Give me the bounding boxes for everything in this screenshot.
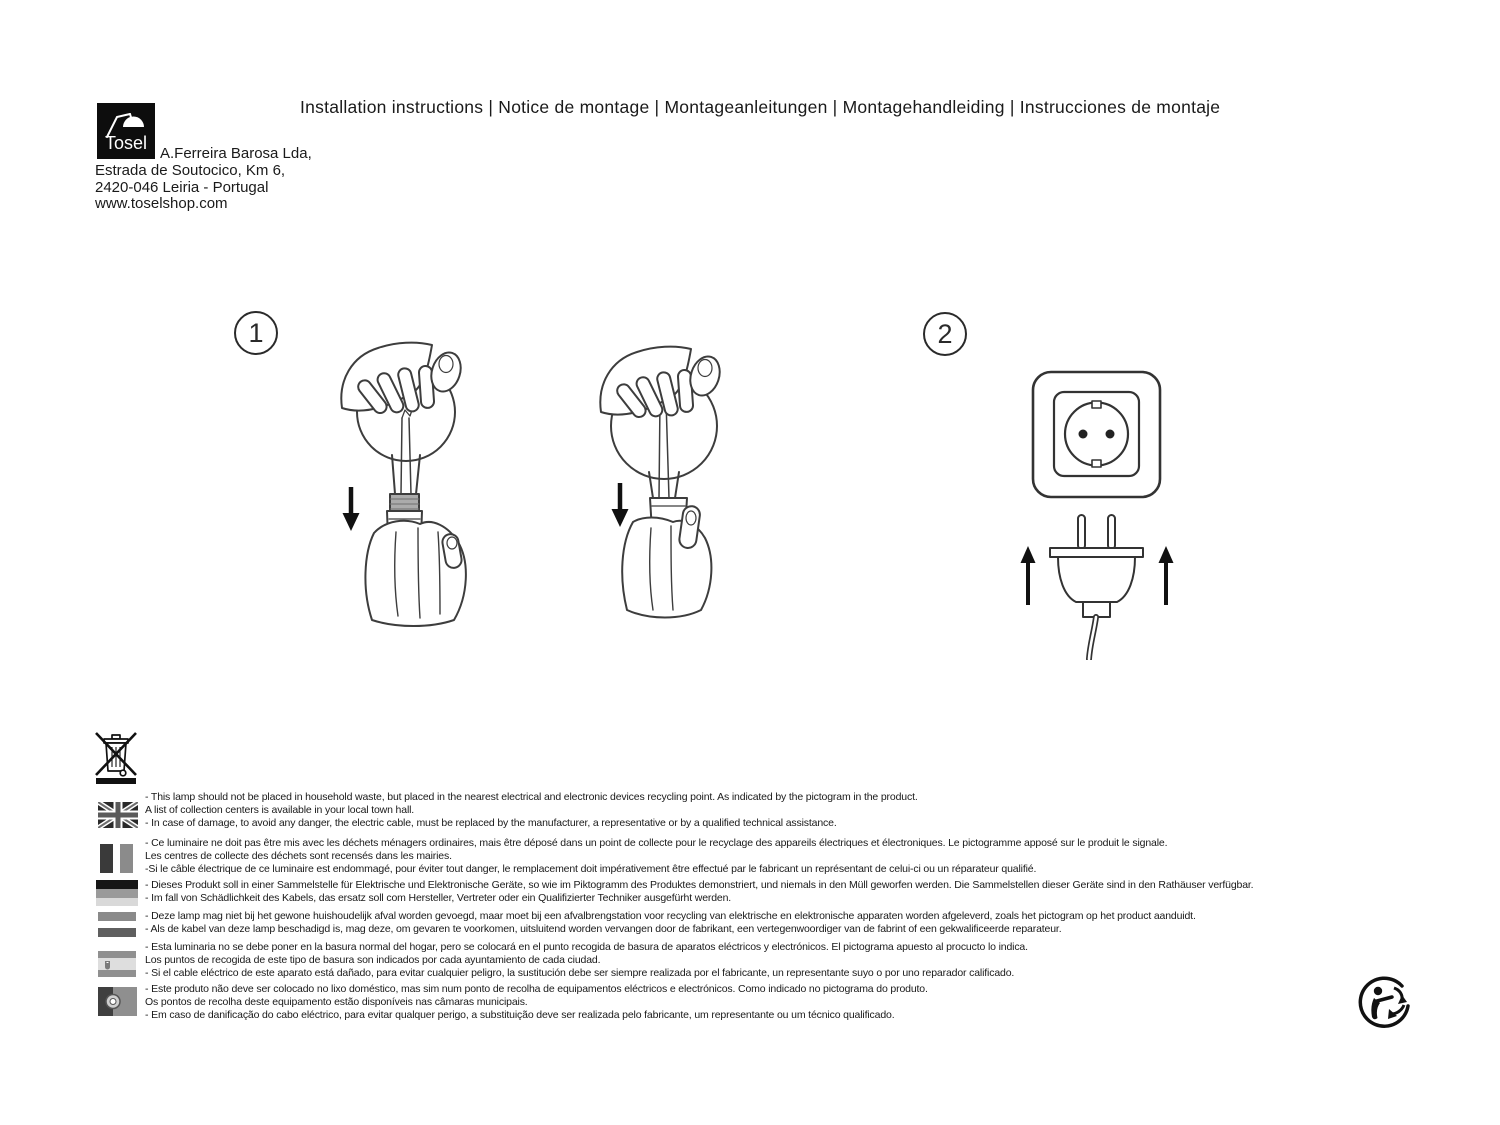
address-city: 2420-046 Leiria - Portugal (95, 179, 269, 196)
lamp-icon (97, 103, 155, 159)
notice-german (145, 879, 1253, 905)
notice-line: Os pontos de recolha deste equipamento estão disponíveis nas câmaras municipais. (145, 996, 528, 1008)
united-kingdom-flag-icon (98, 802, 138, 828)
notice-line: - Als de kabel van deze lamp beschadigd is, mag deze, om gevaren te voorkomen, uitsluitend worden vervangen door de fabrikant, een vertegenwoordiger van de fabrint of een gekwalificeerde reparateur. (145, 923, 1062, 935)
socket-outer-frame (1033, 372, 1160, 497)
netherlands-flag-icon (98, 912, 136, 937)
notice-spanish (145, 941, 1028, 980)
socket-hole-right (1106, 430, 1115, 439)
notice-french (145, 837, 1167, 876)
notice-line: - Deze lamp mag niet bij het gewone huishoudelijk afval worden gevoegd, maar moet bij een afvalbrengstation voor recycling van elektrische en elektronische apparaten worden afgeleverd, zoals het pictogram op het product aanduidt. (145, 910, 1196, 922)
step-2-number: 2 (923, 312, 967, 356)
france-flag-icon (100, 844, 133, 873)
tosel-logo (97, 103, 155, 159)
notice-line: - Dieses Produkt soll in einer Sammelstelle für Elektrische und Elektronische Geräte, so wie im Piktogramm des Produktes demonstriert, und niemals in den Müll geworfen werden. Die Sammelstellen dieser Geräte sind in den Rathäuser verfügbar. (145, 879, 1254, 891)
weee-crossed-bin-icon (95, 732, 137, 784)
plug-drawing (1050, 515, 1143, 659)
notice-line: - Em caso de danificação do cabo eléctrico, para evitar qualquer perigo, a substituição deve ser realizada pelo fabricante, um representante ou um técnico qualificado. (145, 1009, 895, 1021)
notice-line: A list of collection centers is available in your local town hall. (145, 804, 415, 816)
up-arrow-icon (1021, 546, 1036, 605)
notice-line: - Este produto não deve ser colocado no lixo doméstico, mas sim num ponto de recolha de equipamentos eléctricos e electrónicos. Como indicado no pictograma do produto. (145, 983, 928, 995)
notice-line: Los puntos de recogida de este tipo de basura son indicados por cada ayuntamiento de cada ciudad. (145, 954, 601, 966)
notice-line: - This lamp should not be placed in household waste, but placed in the nearest electrical and electronic devices recycling point. As indicated by the pictogram in the product. (145, 791, 918, 803)
bulb-insert-illustration-1 (336, 338, 506, 628)
up-arrow-icon (1159, 546, 1174, 605)
notice-dutch (145, 910, 1196, 936)
notice-line: Les centres de collecte des déchets sont recensés dans les mairies. (145, 850, 452, 862)
website-url: www.toselshop.com (95, 195, 228, 212)
germany-flag-icon (96, 880, 138, 906)
address-street: Estrada de Soutocico, Km 6, (95, 162, 286, 179)
down-arrow-icon (612, 483, 629, 527)
triman-recycling-icon (1358, 976, 1414, 1032)
lower-hand-drawing (622, 505, 711, 617)
bulb-insert-illustration-2 (581, 338, 751, 635)
notice-line: - Esta luminaria no se debe poner en la basura normal del hogar, pero se colocará en el punto recogida de basura de aparatos eléctricos y electrónicos. El pictograma apuesto al procucto lo indica. (145, 941, 1028, 953)
notice-line: - Si el cable eléctrico de este aparato está dañado, para evitar cualquier peligro, la sustitución debe ser siempre realizada por el fabricante, un representante suyo o por uno reparador calificado. (145, 967, 1015, 979)
down-arrow-icon (343, 487, 360, 531)
notice-line: - Im fall von Schädlichkeit des Kabels, das ersatz soll com Hersteller, Vertreter oder ein Qualifizierter Techniker ausgefürht werden. (145, 892, 732, 904)
notice-line: -Si le câble électrique de ce luminaire est endommagé, pour éviter tout danger, le remplacement doit impérativement être effectué par le fabricant un représentant de celui-ci ou un réparateur qualifié. (145, 863, 1037, 875)
portugal-flag-icon (98, 987, 137, 1016)
notice-line: - In case of damage, to avoid any danger, the electric cable, must be replaced by the manufacturer, a representative or by a qualified technical assistance. (145, 817, 837, 829)
step-1-number: 1 (234, 311, 278, 355)
page-title: Installation instructions | Notice de montage | Montageanleitungen | Montagehandleiding | Instrucciones de montaje (300, 97, 1221, 117)
notice-line: - Ce luminaire ne doit pas être mis avec les déchets ménagers ordinaires, mais être déposé dans un point de collecte pour le recyclage des appareils électriques et électroniques. Le pictogramme apposé sur le produit le signale. (145, 837, 1168, 849)
wall-socket-plug-illustration (1020, 360, 1180, 660)
logo-text: Tosel (104, 133, 148, 153)
company-name: A.Ferreira Barosa Lda, (160, 145, 312, 162)
socket-hole-left (1079, 430, 1088, 439)
notice-portuguese (145, 983, 928, 1022)
lower-hand-drawing (365, 521, 465, 626)
spain-flag-icon (98, 951, 136, 977)
notice-english (145, 791, 918, 830)
